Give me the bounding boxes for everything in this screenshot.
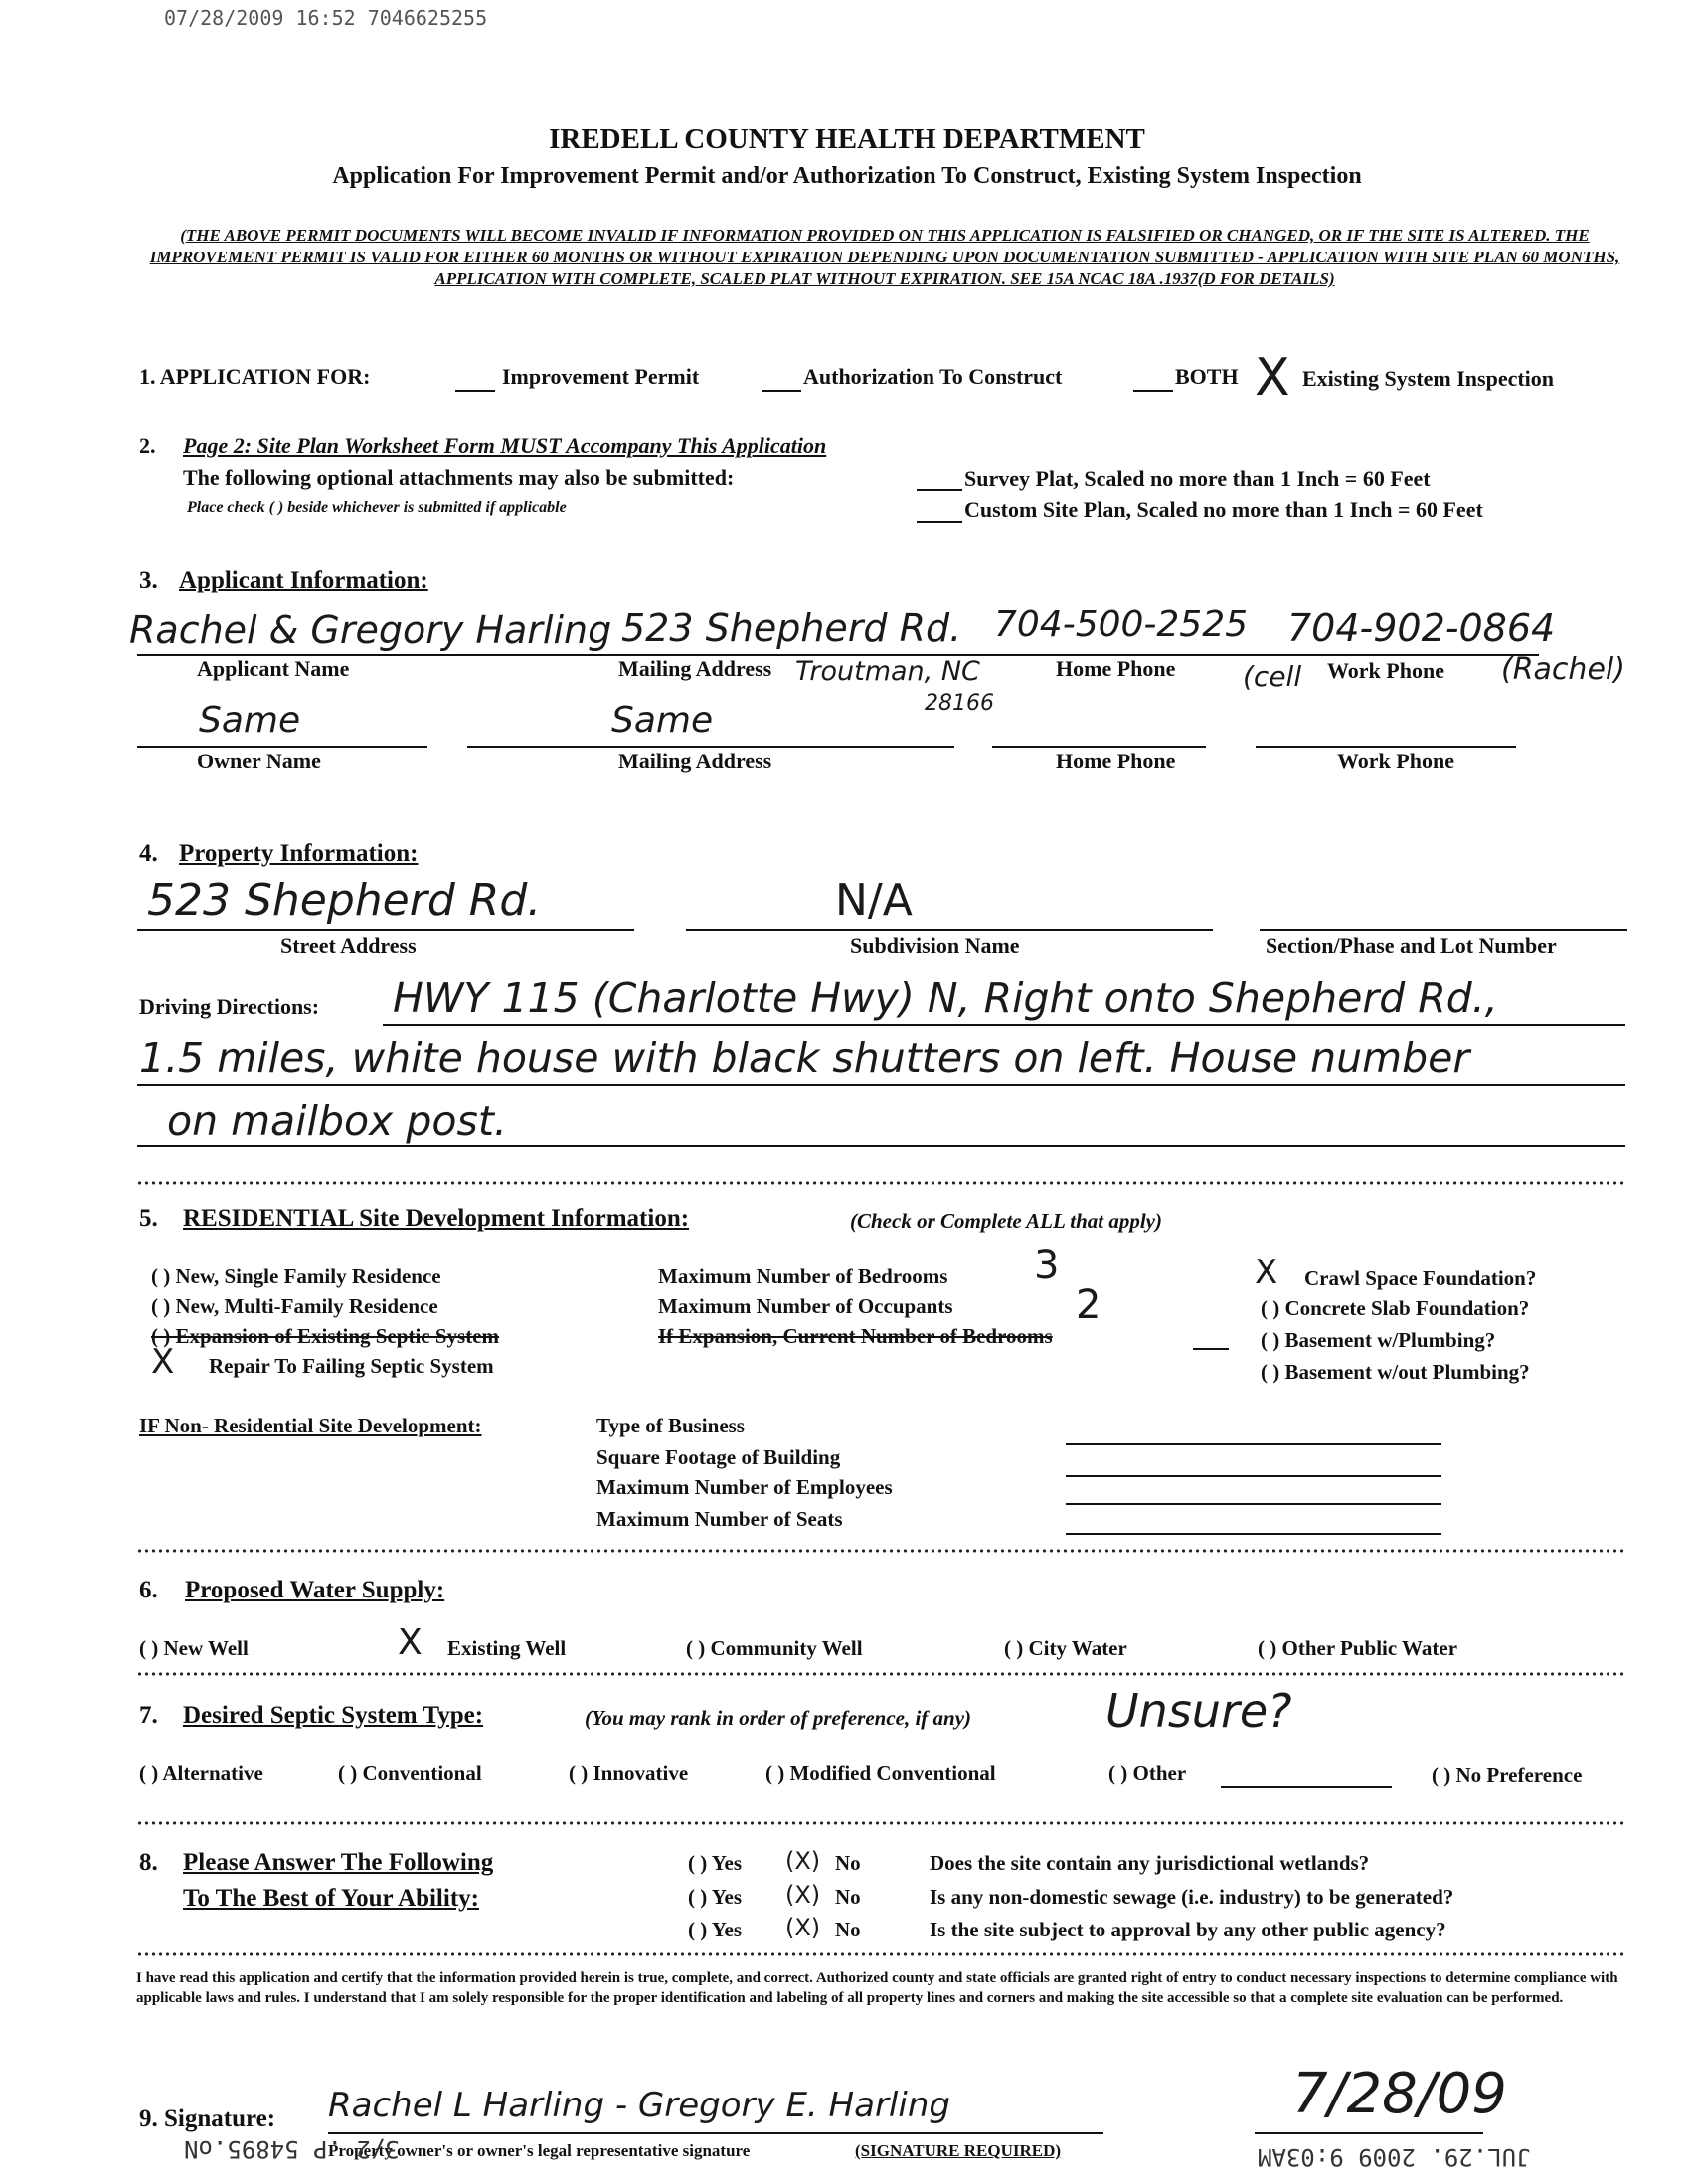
s8-q2: Is any non-domestic sewage (i.e. industry) to be generated? <box>930 1885 1454 1909</box>
s5-nonres-label: IF Non- Residential Site Development: <box>139 1414 482 1437</box>
mailing-address-value: 523 Shepherd Rd. <box>621 606 962 650</box>
s2-opt-custom: Custom Site Plan, Scaled no more than 1 Inch = 60 Feet <box>964 497 1483 522</box>
s1-opt-authorization: Authorization To Construct <box>803 364 1063 389</box>
s5-opt-expansion: ( ) Expansion of Existing Septic System <box>151 1324 500 1348</box>
divider <box>136 1819 1627 1827</box>
s7-conventional: ( ) Conventional <box>338 1762 482 1785</box>
signature-required: (SIGNATURE REQUIRED) <box>855 2141 1062 2160</box>
s8-q2-no: No <box>835 1885 861 1909</box>
s5-type-business: Type of Business <box>596 1414 745 1437</box>
s6-existing-well: Existing Well <box>447 1636 567 1660</box>
s7-modified-conventional: ( ) Modified Conventional <box>765 1762 996 1785</box>
s7-answer: Unsure? <box>1105 1684 1292 1738</box>
s1-opt-existing: Existing System Inspection <box>1302 366 1555 391</box>
s3-heading: Applicant Information: <box>179 567 428 593</box>
s2-line1: The following optional attachments may also be submitted: <box>183 465 735 490</box>
s5-max-occupants: Maximum Number of Occupants <box>658 1294 953 1318</box>
lbl-work-phone: Work Phone <box>1327 658 1444 683</box>
s5-max-employees: Maximum Number of Employees <box>596 1475 893 1499</box>
s5-note: (Check or Complete ALL that apply) <box>850 1209 1162 1233</box>
home-phone-value: 704-500-2525 <box>994 604 1249 645</box>
s8-q3-mark: (X) <box>785 1914 821 1941</box>
s5-opt-repair: Repair To Failing Septic System <box>209 1354 494 1378</box>
lbl-applicant-name: Applicant Name <box>197 656 350 681</box>
notice: (THE ABOVE PERMIT DOCUMENTS WILL BECOME INVALID IF INFORMATION PROVIDED ON THIS APPLICATION IS FALSIFIED OR CHANGED, OR IF THE SITE IS ALTERED. THE IMPROVEMENT PERMIT IS VALID FOR EITHER 60 MONTHS OR WITHOUT EXPIRATION DEPENDING UPON DOCUMENTATION SUBMITTED - APPLICATION WITH SITE PLAN 60 MONTHS, APPLICATION WITH COMPLETE, SCALED PLAT WITHOUT EXPIRATION. SEE 15A NCAC 18A .1937(D FOR DETAILS) <box>149 226 1620 288</box>
work-phone-value: 704-902-0864 <box>1287 606 1556 650</box>
s5-label: 5. <box>139 1205 158 1232</box>
s2-label: 2. <box>139 433 156 458</box>
signature: Rachel L Harling - Gregory E. Harling <box>328 2086 950 2125</box>
owner-address-value: Same <box>611 700 714 741</box>
s3-label: 3. <box>139 567 158 593</box>
page-title: IREDELL COUNTY HEALTH DEPARTMENT <box>549 123 1145 155</box>
s8-q3-yes: ( ) Yes <box>688 1918 743 1941</box>
s7-other: ( ) Other <box>1108 1762 1187 1785</box>
s5-basement-no-plumbing: ( ) Basement w/out Plumbing? <box>1261 1360 1530 1384</box>
s5-opt-single: ( ) New, Single Family Residence <box>151 1264 441 1288</box>
s4-label: 4. <box>139 840 158 867</box>
s8-q3-no: No <box>835 1918 861 1941</box>
s5-repair-mark: X <box>151 1342 175 1382</box>
s5-crawl-space: Crawl Space Foundation? <box>1304 1266 1537 1290</box>
s8-q1-yes: ( ) Yes <box>688 1851 743 1875</box>
s6-city-water: ( ) City Water <box>1004 1636 1127 1660</box>
s7-note: (You may rank in order of preference, if any) <box>585 1706 972 1730</box>
s8-q2-yes: ( ) Yes <box>688 1885 743 1909</box>
fax-header: 07/28/2009 16:52 7046625255 <box>164 6 488 30</box>
s6-other-public: ( ) Other Public Water <box>1258 1636 1458 1660</box>
subdivision-value: N/A <box>835 875 913 925</box>
certification-text: I have read this application and certify that the information provided herein is true, complete, and correct. Authorized county and state officials are granted right of entry to conduct necessary inspections to determine compliance with applicable laws and rules. I understand that I am solely responsible for the proper identification and labeling of all property lines and corners and making the site accessible so that a complete site evaluation can be performed. <box>136 1970 1618 2006</box>
owner-name-value: Same <box>199 700 301 741</box>
s8-label: 8. <box>139 1849 158 1876</box>
lbl-driving-directions: Driving Directions: <box>139 994 320 1019</box>
s6-existing-mark: X <box>398 1622 423 1663</box>
lbl-mailing-address: Mailing Address <box>618 656 772 681</box>
zip-value: 28166 <box>925 691 994 716</box>
directions-line-2: 1.5 miles, white house with black shutters on left. House number <box>139 1034 1470 1082</box>
s5-heading: RESIDENTIAL Site Development Information: <box>183 1205 690 1232</box>
s5-concrete-slab: ( ) Concrete Slab Foundation? <box>1261 1296 1530 1320</box>
s5-max-bedrooms: Maximum Number of Bedrooms <box>658 1264 948 1288</box>
applicant-name-value: Rachel & Gregory Harling <box>129 608 612 652</box>
s1-opt-improvement: Improvement Permit <box>502 364 700 389</box>
bedrooms-value: 3 <box>1034 1243 1060 1288</box>
s2-line2: Place check ( ) beside whichever is submitted if applicable <box>187 499 567 516</box>
lbl-owner-mailing: Mailing Address <box>618 749 772 773</box>
page-subtitle: Application For Improvement Permit and/or Authorization To Construct, Existing System Inspection <box>332 163 1362 189</box>
s1-opt-both: BOTH <box>1175 364 1239 389</box>
s5-crawl-mark: X <box>1255 1253 1278 1292</box>
signature-note: Property owner's or owner's legal representative signature <box>328 2141 751 2160</box>
s6-community-well: ( ) Community Well <box>686 1636 863 1660</box>
s5-square-footage: Square Footage of Building <box>596 1445 841 1469</box>
signature-date: 7/28/09 <box>1292 2062 1507 2126</box>
directions-line-3: on mailbox post. <box>167 1097 507 1145</box>
s7-heading: Desired Septic System Type: <box>183 1702 484 1729</box>
s1-label: 1. APPLICATION FOR: <box>139 364 371 389</box>
s8-q1-no: No <box>835 1851 861 1875</box>
s4-heading: Property Information: <box>179 840 419 867</box>
lbl-owner-name: Owner Name <box>197 749 321 773</box>
directions-line-1: HWY 115 (Charlotte Hwy) N, Right onto Shepherd Rd., <box>393 974 1498 1022</box>
lbl-subdivision: Subdivision Name <box>850 933 1020 958</box>
s9-label: 9. Signature: <box>139 2105 276 2132</box>
fax-footer-left: 3/2 .P 54895.oN <box>184 2135 400 2163</box>
s2-opt-survey: Survey Plat, Scaled no more than 1 Inch = 60 Feet <box>964 466 1431 491</box>
s8-q1: Does the site contain any jurisdictional wetlands? <box>930 1851 1370 1875</box>
s5-current-bedrooms: If Expansion, Current Number of Bedrooms <box>658 1324 1053 1348</box>
lbl-street: Street Address <box>280 933 417 958</box>
divider <box>136 1670 1627 1678</box>
street-address-value: 523 Shepherd Rd. <box>147 875 542 925</box>
s5-basement-plumbing: ( ) Basement w/Plumbing? <box>1261 1328 1496 1352</box>
s7-innovative: ( ) Innovative <box>569 1762 689 1785</box>
lbl-owner-work: Work Phone <box>1337 749 1454 773</box>
s8-heading-1: Please Answer The Following <box>183 1849 494 1876</box>
s6-heading: Proposed Water Supply: <box>185 1577 445 1603</box>
fax-footer-right: JUL.29. 2009 9:03AM <box>1258 2143 1531 2171</box>
s1-check-mark: X <box>1255 348 1290 408</box>
cell-note: (cell <box>1243 660 1302 693</box>
divider <box>136 1179 1627 1187</box>
lbl-home-phone: Home Phone <box>1056 656 1176 681</box>
s5-max-seats: Maximum Number of Seats <box>596 1507 843 1531</box>
s5-opt-multi: ( ) New, Multi-Family Residence <box>151 1294 438 1318</box>
city-value: Troutman, NC <box>795 656 980 687</box>
divider <box>136 1950 1627 1958</box>
s2-heading: Page 2: Site Plan Worksheet Form MUST Accompany This Application <box>183 433 827 458</box>
s6-label: 6. <box>139 1577 158 1603</box>
s8-q3: Is the site subject to approval by any other public agency? <box>930 1918 1446 1941</box>
s7-label: 7. <box>139 1702 158 1729</box>
s8-q2-mark: (X) <box>785 1881 821 1909</box>
s7-no-preference: ( ) No Preference <box>1432 1764 1583 1787</box>
lbl-section: Section/Phase and Lot Number <box>1266 933 1557 958</box>
divider <box>136 1547 1627 1555</box>
s8-heading-2: To The Best of Your Ability: <box>183 1885 479 1912</box>
s6-new-well: ( ) New Well <box>139 1636 249 1660</box>
lbl-owner-home: Home Phone <box>1056 749 1176 773</box>
rachel-note: (Rachel) <box>1501 652 1625 687</box>
s7-alternative: ( ) Alternative <box>139 1762 263 1785</box>
occupants-value: 2 <box>1076 1282 1101 1328</box>
s8-q1-mark: (X) <box>785 1847 821 1875</box>
